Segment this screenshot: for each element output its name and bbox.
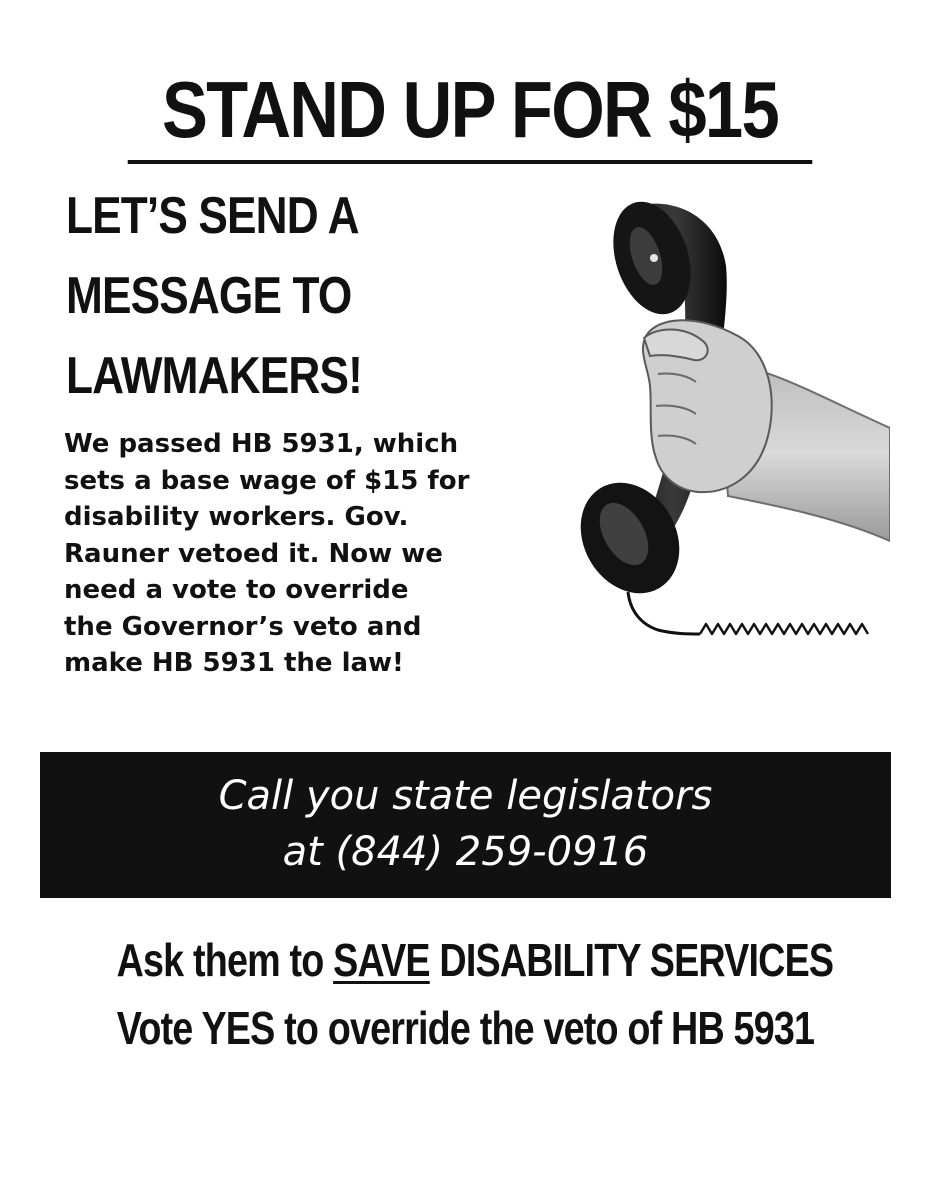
body-line: the Governor’s veto and — [64, 611, 422, 642]
body-line: Rauner vetoed it. Now we — [64, 538, 443, 569]
subheading-line: LET’S SEND A — [66, 187, 359, 245]
body-line: sets a base wage of $15 for — [64, 465, 470, 496]
body-line: need a vote to override — [64, 575, 409, 605]
body-line: make HB 5931 the law! — [64, 648, 404, 678]
body-line: We passed HB 5931, which — [64, 429, 459, 459]
flyer-headline: STAND UP FOR $15 — [128, 62, 813, 164]
ask-section — [40, 926, 891, 1062]
save-emphasis: SAVE — [333, 934, 430, 986]
telephone-handset-in-hand-icon — [578, 196, 890, 666]
body-line: disability workers. Gov. — [64, 502, 409, 532]
subheading-line: LAWMAKERS! — [66, 347, 362, 405]
ask-prefix: Ask them to — [116, 934, 334, 986]
body-paragraph — [64, 426, 564, 682]
callout-line: Call you state legislators — [218, 773, 713, 819]
vote-line: Vote YES to override the veto of HB 5931 — [116, 1002, 815, 1054]
ask-line — [116, 926, 834, 994]
ask-suffix: DISABILITY SERVICES — [429, 934, 834, 986]
callout-phone-line: at (844) 259-0916 — [282, 829, 649, 875]
subheading — [66, 176, 546, 416]
subheading-line: MESSAGE TO — [66, 267, 352, 325]
call-to-action-banner — [40, 752, 891, 898]
